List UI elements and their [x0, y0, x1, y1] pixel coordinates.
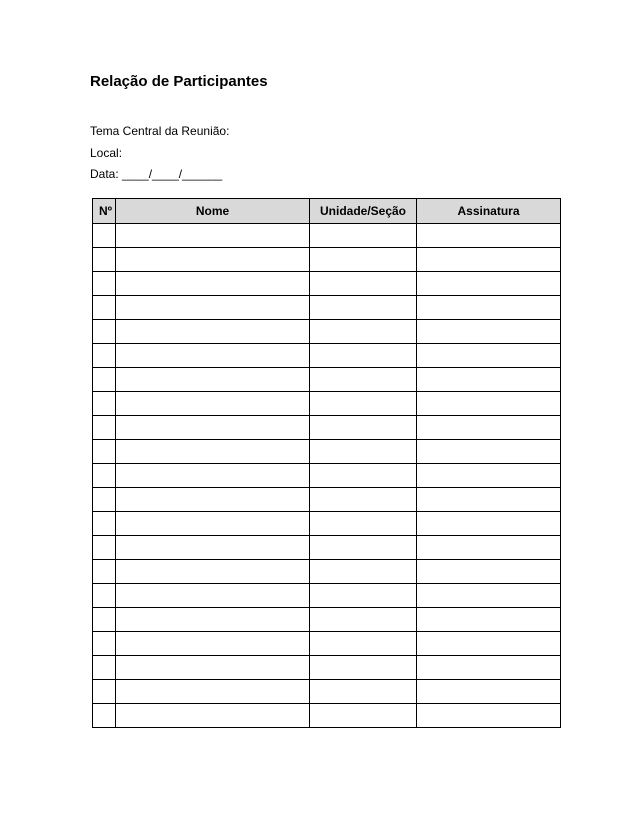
cell-name [116, 560, 310, 584]
table-row [93, 272, 561, 296]
cell-number [93, 680, 116, 704]
cell-unit [310, 512, 417, 536]
cell-number [93, 272, 116, 296]
table-row [93, 680, 561, 704]
table-row [93, 560, 561, 584]
cell-unit [310, 248, 417, 272]
cell-name [116, 656, 310, 680]
table-row [93, 704, 561, 728]
cell-number [93, 584, 116, 608]
table-row [93, 392, 561, 416]
cell-name [116, 344, 310, 368]
cell-unit [310, 560, 417, 584]
cell-unit [310, 536, 417, 560]
cell-number [93, 320, 116, 344]
cell-number [93, 368, 116, 392]
table-row [93, 632, 561, 656]
participants-table [92, 198, 561, 728]
cell-number [93, 656, 116, 680]
cell-number [93, 704, 116, 728]
cell-unit [310, 320, 417, 344]
cell-unit [310, 368, 417, 392]
cell-name [116, 296, 310, 320]
cell-signature [417, 680, 561, 704]
cell-number [93, 296, 116, 320]
cell-name [116, 368, 310, 392]
cell-name [116, 704, 310, 728]
cell-signature [417, 560, 561, 584]
cell-signature [417, 392, 561, 416]
cell-number [93, 560, 116, 584]
cell-name [116, 272, 310, 296]
table-row [93, 656, 561, 680]
participants-body [93, 224, 561, 728]
cell-number [93, 536, 116, 560]
cell-name [116, 584, 310, 608]
cell-signature [417, 320, 561, 344]
table-row [93, 320, 561, 344]
table-row [93, 368, 561, 392]
document-title: Relação de Participantes [90, 73, 268, 90]
table-row [93, 488, 561, 512]
table-header-row [93, 199, 561, 224]
cell-number [93, 248, 116, 272]
cell-signature [417, 224, 561, 248]
header-unit: Unidade/Seção [310, 199, 417, 224]
cell-signature [417, 248, 561, 272]
cell-signature [417, 584, 561, 608]
header-name: Nome [116, 199, 310, 224]
cell-unit [310, 608, 417, 632]
cell-signature [417, 656, 561, 680]
table-row [93, 416, 561, 440]
table-row [93, 512, 561, 536]
cell-name [116, 392, 310, 416]
cell-unit [310, 464, 417, 488]
cell-signature [417, 368, 561, 392]
cell-number [93, 464, 116, 488]
cell-unit [310, 296, 417, 320]
table-row [93, 296, 561, 320]
header-number: Nº [93, 199, 116, 224]
cell-name [116, 224, 310, 248]
cell-signature [417, 464, 561, 488]
cell-number [93, 632, 116, 656]
cell-unit [310, 416, 417, 440]
meeting-location-field: Local: [90, 146, 123, 160]
cell-number [93, 392, 116, 416]
cell-signature [417, 536, 561, 560]
cell-unit [310, 704, 417, 728]
cell-unit [310, 656, 417, 680]
cell-signature [417, 272, 561, 296]
table-row [93, 440, 561, 464]
cell-name [116, 488, 310, 512]
meeting-theme-field: Tema Central da Reunião: [90, 124, 230, 138]
cell-unit [310, 584, 417, 608]
table-row [93, 224, 561, 248]
cell-number [93, 416, 116, 440]
cell-unit [310, 488, 417, 512]
cell-unit [310, 224, 417, 248]
cell-signature [417, 488, 561, 512]
cell-signature [417, 440, 561, 464]
table-row [93, 608, 561, 632]
table-row [93, 344, 561, 368]
cell-number [93, 440, 116, 464]
meeting-date-field: Data: ____/____/______ [90, 167, 223, 181]
cell-number [93, 224, 116, 248]
cell-name [116, 464, 310, 488]
cell-signature [417, 704, 561, 728]
cell-name [116, 680, 310, 704]
cell-signature [417, 296, 561, 320]
cell-signature [417, 344, 561, 368]
cell-number [93, 512, 116, 536]
cell-unit [310, 680, 417, 704]
cell-name [116, 416, 310, 440]
cell-signature [417, 632, 561, 656]
cell-name [116, 536, 310, 560]
cell-signature [417, 608, 561, 632]
cell-unit [310, 344, 417, 368]
cell-number [93, 608, 116, 632]
table-row [93, 248, 561, 272]
table-row [93, 464, 561, 488]
cell-unit [310, 272, 417, 296]
cell-name [116, 248, 310, 272]
table-row [93, 536, 561, 560]
table-row [93, 584, 561, 608]
cell-unit [310, 392, 417, 416]
cell-unit [310, 440, 417, 464]
cell-unit [310, 632, 417, 656]
cell-number [93, 488, 116, 512]
cell-name [116, 440, 310, 464]
header-signature: Assinatura [417, 199, 561, 224]
cell-number [93, 344, 116, 368]
cell-name [116, 512, 310, 536]
cell-signature [417, 416, 561, 440]
cell-name [116, 608, 310, 632]
cell-name [116, 632, 310, 656]
cell-signature [417, 512, 561, 536]
cell-name [116, 320, 310, 344]
